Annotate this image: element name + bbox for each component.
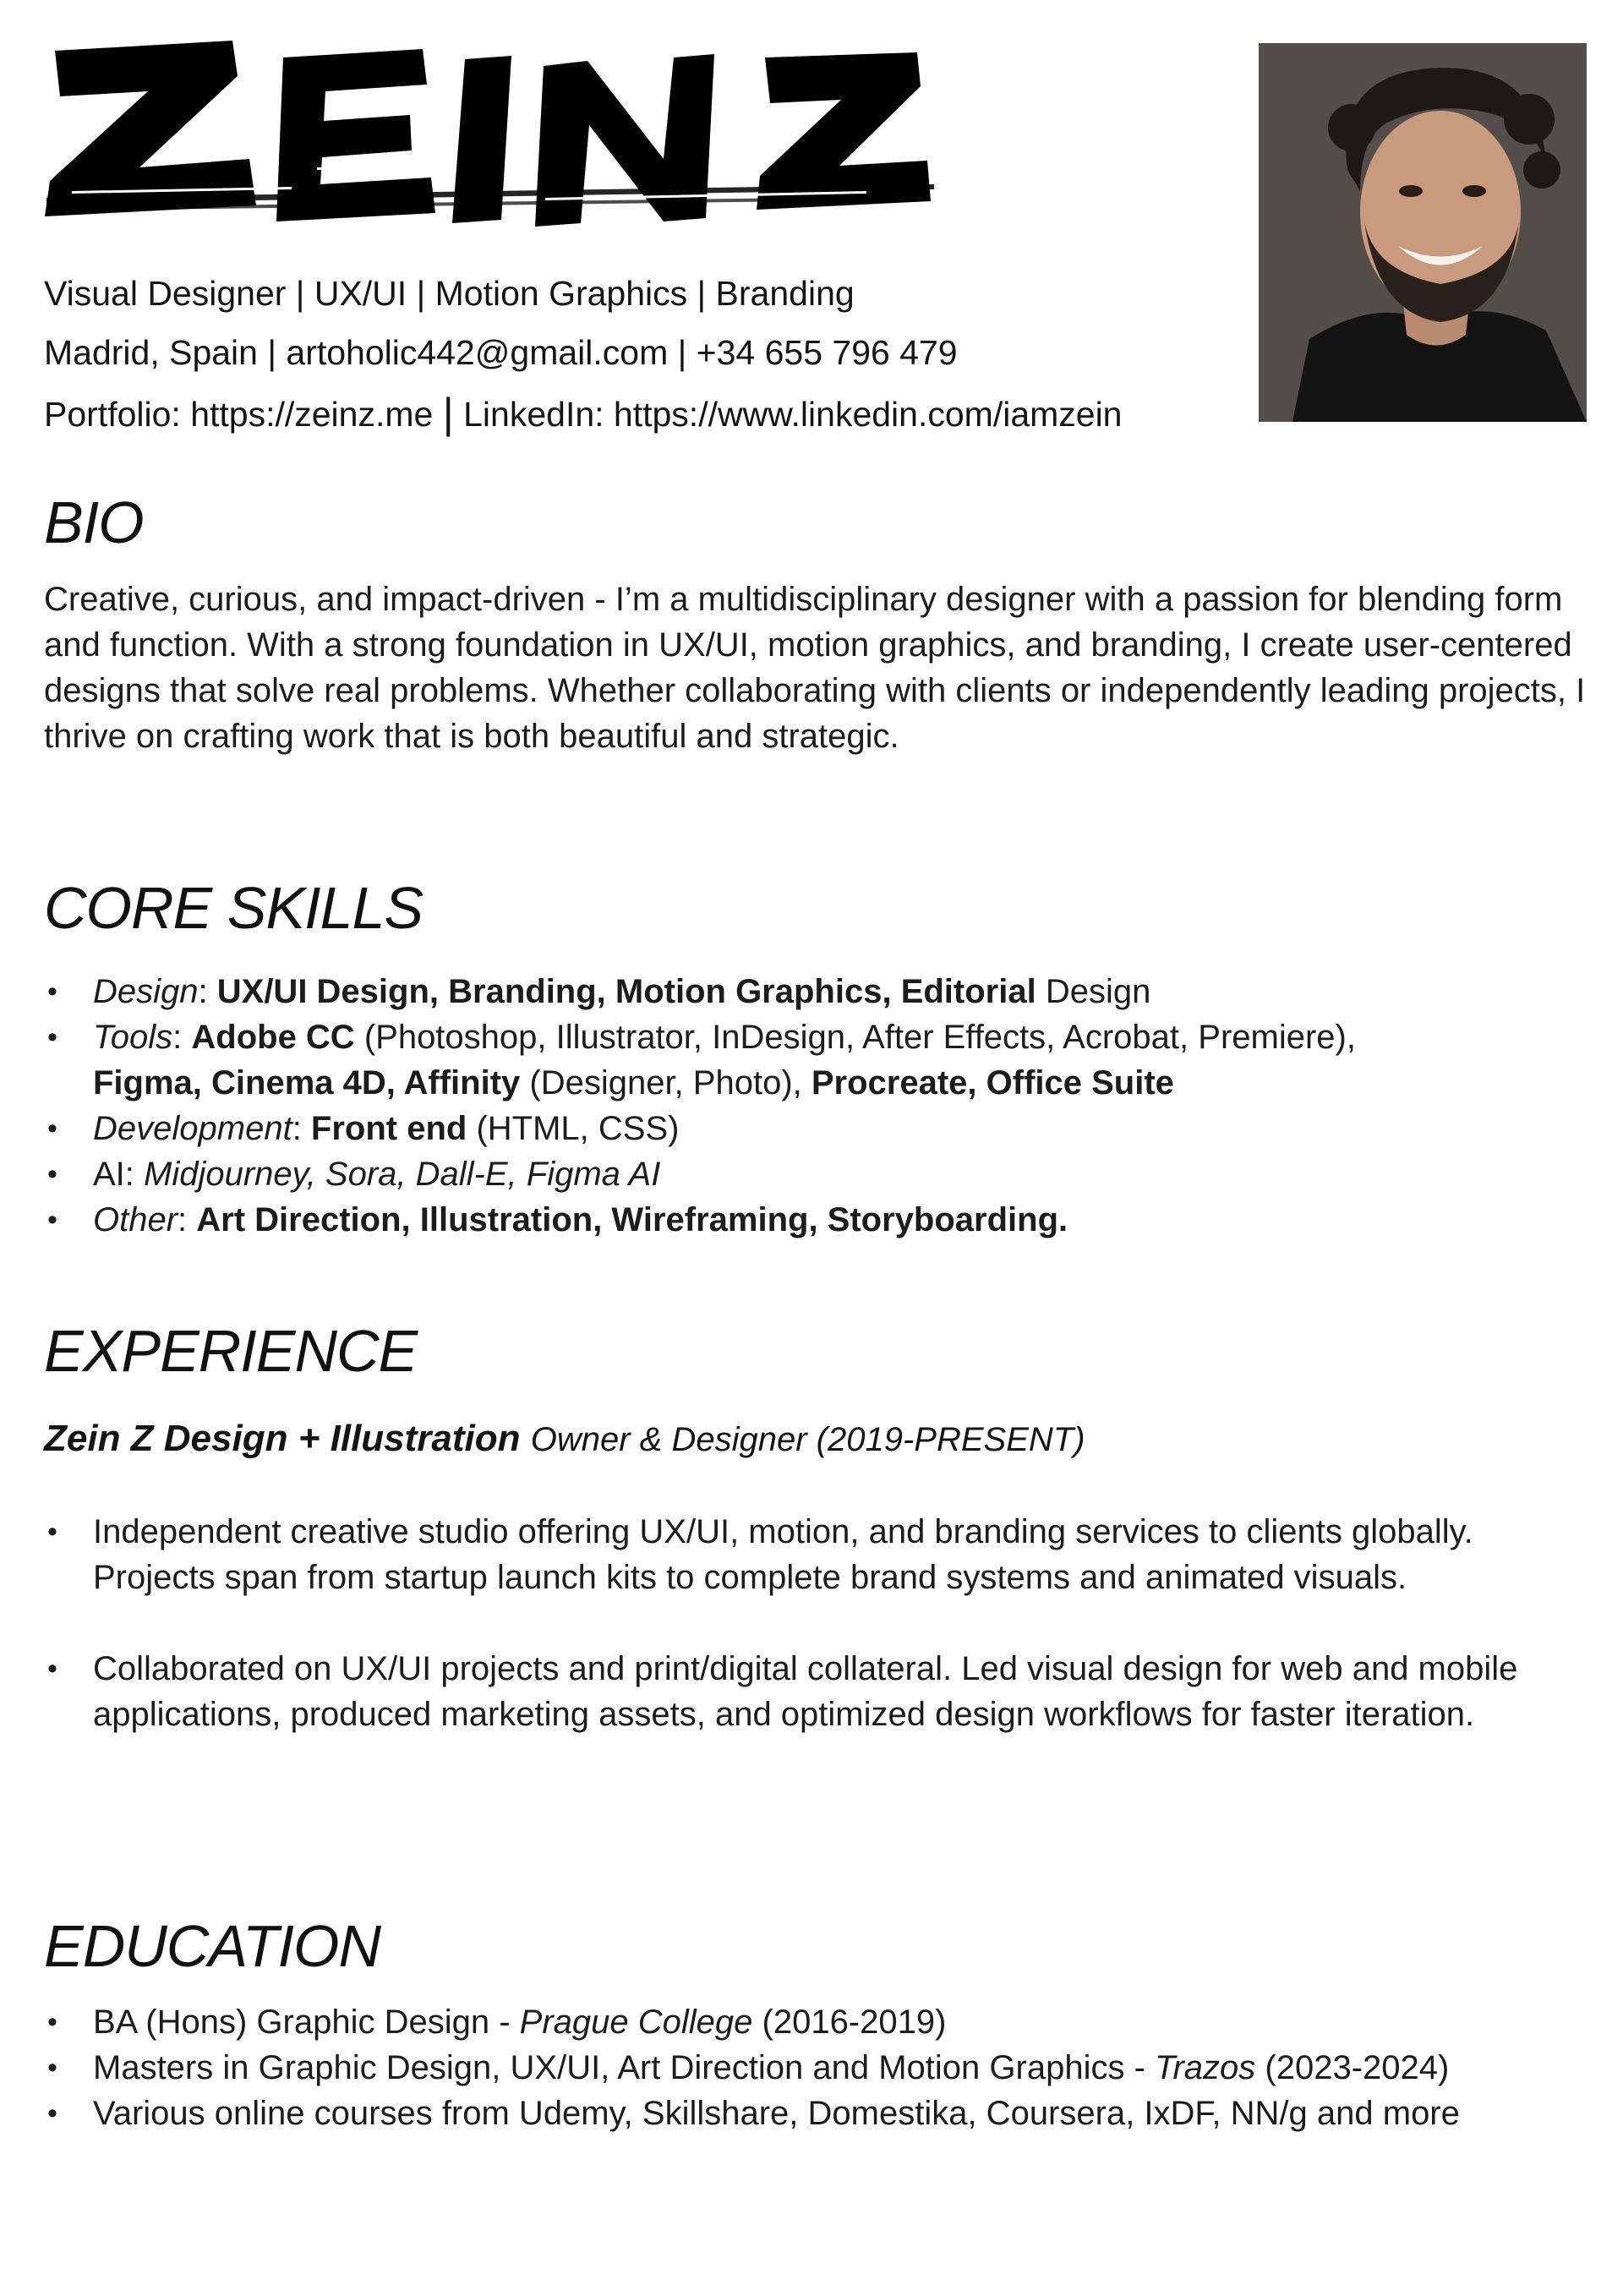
skill-item-other: • Other: Art Direction, Illustration, Wireframing, Storyboarding. xyxy=(44,1197,1591,1243)
skill-item-tools: • Tools: Adobe CC (Photoshop, Illustrator, InDesign, After Effects, Acrobat, Premiere), Figma, Cinema 4D, Affinity (Designer, Photo), Procreate, Office Suite xyxy=(44,1014,1591,1106)
skills-list xyxy=(44,969,1591,1243)
links-separator: | xyxy=(442,390,454,437)
skill-item-design: • Design: UX/UI Design, Branding, Motion Graphics, Editorial Design xyxy=(44,969,1591,1014)
skill-item-development: • Development: Front end (HTML, CSS) xyxy=(44,1106,1591,1151)
location-email-phone[interactable]: Madrid, Spain | artoholic442@gmail.com | +34 655 796 479 xyxy=(44,333,958,372)
profile-photo xyxy=(1259,43,1587,422)
experience-bullets-block xyxy=(44,1509,1591,1737)
skills-list-block xyxy=(44,969,1591,1243)
portfolio-link[interactable]: Portfolio: https://zeinz.me xyxy=(44,395,434,434)
experience-list xyxy=(44,1509,1591,1737)
linkedin-link[interactable]: LinkedIn: https://www.linkedin.com/iamzein xyxy=(463,395,1123,434)
name-brush-logo xyxy=(38,32,934,235)
skill-item-ai: • AI: Midjourney, Sora, Dall-E, Figma AI xyxy=(44,1151,1591,1197)
education-item: • Masters in Graphic Design, UX/UI, Art Direction and Motion Graphics - Trazos (2023-2024) xyxy=(44,2045,1591,2091)
bio-heading: BIO xyxy=(44,489,144,555)
company-name: Zein Z Design + Illustration xyxy=(44,1418,521,1459)
education-item: • Various online courses from Udemy, Skillshare, Domestika, Coursera, IxDF, NN/g and more xyxy=(44,2091,1591,2136)
tagline: Visual Designer | UX/UI | Motion Graphics | Branding xyxy=(44,274,855,313)
education-list-block xyxy=(44,1999,1591,2136)
bio-text-block xyxy=(44,577,1591,759)
contact-block xyxy=(44,264,1244,444)
experience-bullet: • Independent creative studio offering UX/UI, motion, and branding services to clients globally. Projects span from startup launch kits to complete brand systems and animated visuals. xyxy=(44,1509,1591,1600)
education-heading: EDUCATION xyxy=(44,1913,381,1979)
skills-heading: CORE SKILLS xyxy=(44,875,424,941)
links-line xyxy=(44,382,1244,444)
job-title-line xyxy=(44,1413,1085,1465)
experience-heading: EXPERIENCE xyxy=(44,1318,418,1384)
bio-text: Creative, curious, and impact-driven - I’m a multidisciplinary designer with a passion for blending form and function. With a strong foundation in UX/UI, motion graphics, and branding, I create user-centered designs that solve real problems. Whether collaborating with clients or independently leading projects, I thrive on crafting work that is both beautiful and strategic. xyxy=(44,581,1586,755)
job-role: Owner & Designer (2019-PRESENT) xyxy=(530,1421,1085,1458)
education-list xyxy=(44,1999,1591,2136)
experience-bullet: • Collaborated on UX/UI projects and print/digital collateral. Led visual design for web and mobile applications, produced marketing assets, and optimized design workflows for faster iteration. xyxy=(44,1646,1591,1737)
education-item: • BA (Hons) Graphic Design - Prague College (2016-2019) xyxy=(44,1999,1591,2045)
